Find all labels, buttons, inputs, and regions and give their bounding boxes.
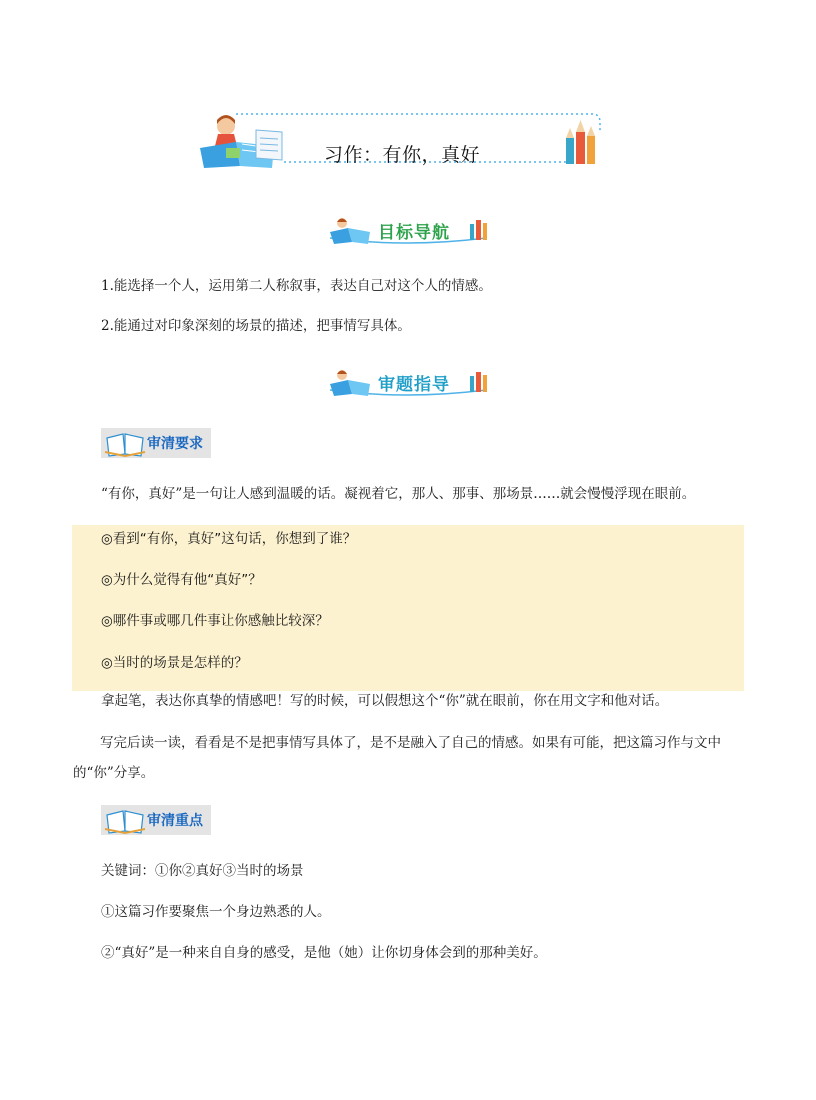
page-title: 习作：有你，真好: [324, 144, 481, 166]
focus-point-2: ②“真好”是一种来自自身的感受，是他（她）让你切身体会到的那种美好。: [101, 945, 547, 961]
question-4: ◎当时的场景是怎样的？: [101, 655, 248, 671]
focus-point-1: ①这篇习作要聚焦一个身边熟悉的人。: [101, 904, 331, 920]
requirements-para3: 写完后读一读，看看是不是把事情写具体了，是不是融入了自己的情感。如果有可能，把这篇习作与文中的“你”分享。: [73, 735, 721, 781]
focus-keywords: 关键词：①你②真好③当时的场景: [101, 863, 304, 879]
question-3: ◎哪件事或哪几件事让你感触比较深？: [101, 613, 329, 629]
sub-label-requirements: 审清要求: [147, 436, 203, 452]
goal-item-2: 2.能通过对印象深刻的场景的描述，把事情写具体。: [101, 318, 411, 334]
section-banner-guide: [326, 366, 494, 400]
section-banner-goal: [326, 214, 494, 248]
sub-banner-requirements: [101, 428, 211, 458]
open-book-icon: [103, 805, 147, 835]
question-box: [72, 525, 744, 691]
requirements-para2: 拿起笔，表达你真挚的情感吧！写的时候，可以假想这个“你”就在眼前，你在用文字和他对话。: [101, 693, 669, 709]
question-2: ◎为什么觉得有他“真好”？: [101, 572, 262, 588]
open-book-icon: [103, 428, 147, 458]
section-label-guide: 审题指导: [378, 375, 450, 395]
section-label-goal: 目标导航: [378, 223, 450, 243]
requirements-intro: “有你，真好”是一句让人感到温暖的话。凝视着它，那人、那事、那场景……就会慢慢浮现在眼前。: [101, 486, 696, 502]
title-banner: [196, 108, 608, 172]
sub-banner-focus: [101, 805, 211, 835]
goal-item-1: 1.能选择一个人，运用第二人称叙事，表达自己对这个人的情感。: [101, 278, 492, 294]
sub-label-focus: 审清重点: [147, 813, 203, 829]
question-1: ◎看到“有你，真好”这句话，你想到了谁？: [101, 531, 357, 547]
